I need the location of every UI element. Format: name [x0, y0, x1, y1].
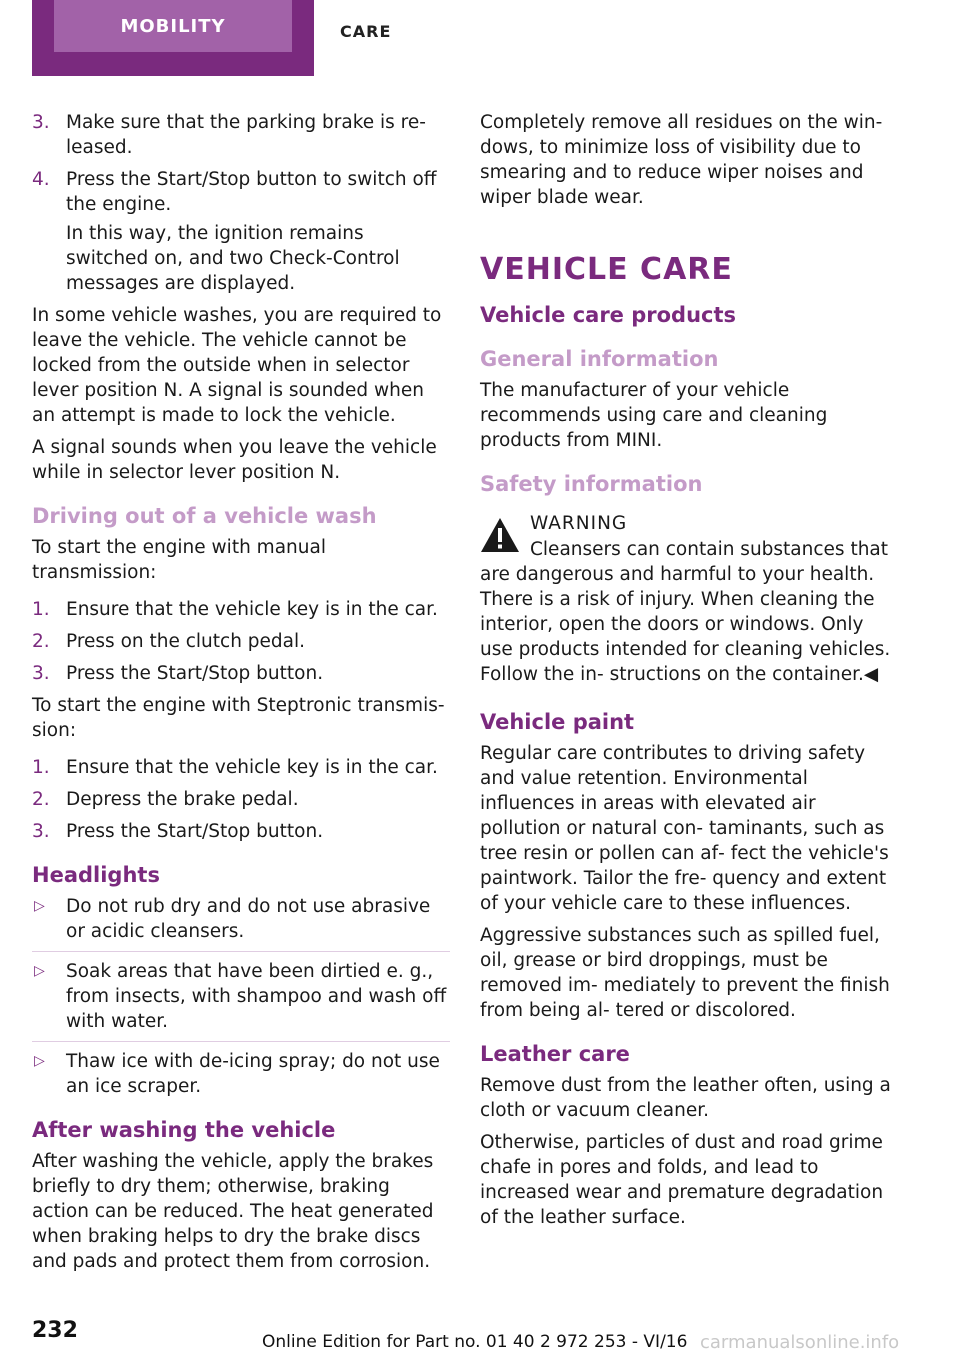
paragraph: In some vehicle washes, you are required to leave the vehicle. The vehicle cannot be locked from the outside when in selector lever position N. A signal is sounded when an attempt is made to lock the vehicle. [32, 305, 442, 426]
heading-after-washing: After washing the vehicle [32, 1118, 336, 1142]
bullet-text: Soak areas that have been dirtied e. g., from insects, with shampoo and wash off with water. [66, 961, 447, 1032]
warning-triangle-icon [480, 517, 520, 553]
step-text: Make sure that the parking brake is re‐ leased. [66, 112, 426, 158]
step-text: Press the Start/Stop button. [66, 821, 324, 842]
paragraph: Otherwise, particles of dust and road grime chafe in pores and folds, and lead to increased wear and premature degradation of the leather surface. [480, 1132, 884, 1228]
page-number: 232 [32, 1318, 78, 1343]
step-number: 3. [32, 821, 50, 842]
step-text: Press the Start/Stop button to switch off the engine. [66, 169, 437, 215]
paragraph: Remove dust from the leather often, using a cloth or vacuum cleaner. [480, 1075, 891, 1121]
step-note: In this way, the ignition remains switched on, and two Check-Control messages are displayed. [66, 223, 400, 294]
heading-leather-care: Leather care [480, 1042, 630, 1066]
warning-text: Cleansers can contain substances that are dangerous and harmful to your health. There is a risk of injury. When cleaning the interior, open the doors or windows. Only use products intended for cleaning vehicles. Follow the in‐ structions on the container.◀ [480, 539, 891, 685]
step-number: 2. [32, 789, 50, 810]
heading-driving-out: Driving out of a vehicle wash [32, 504, 377, 528]
step-number: 3. [32, 663, 50, 684]
list-item [32, 819, 450, 844]
paragraph: To start the engine with manual transmission: [32, 537, 326, 583]
heading-safety-info: Safety information [480, 472, 703, 496]
watermark: carmanualsonline.info [700, 1332, 900, 1353]
section-title-care: CARE [340, 22, 392, 41]
left-column [32, 110, 450, 1281]
step-number: 1. [32, 757, 50, 778]
list-item [32, 629, 450, 654]
step-text: Press the Start/Stop button. [66, 663, 324, 684]
warning-box [480, 511, 900, 536]
paragraph: After washing the vehicle, apply the brakes briefly to dry them; otherwise, braking action can be reduced. The heat generated when braking helps to dry the brake discs and pads and protect them from corrosion. [32, 1151, 434, 1272]
list-item [32, 755, 450, 780]
list-item [32, 959, 450, 1034]
heading-headlights: Headlights [32, 863, 160, 887]
warning-title: WARNING [530, 513, 628, 534]
list-item [32, 661, 450, 686]
list-item [32, 167, 450, 217]
step-text: Ensure that the vehicle key is in the car. [66, 757, 438, 778]
paragraph: A signal sounds when you leave the vehicle while in selector lever position N. [32, 437, 437, 483]
step-text: Press on the clutch pedal. [66, 631, 306, 652]
paragraph: Regular care contributes to driving safety and value retention. Environmental influences in areas with elevated air pollution or natural con‐ taminants, such as tree resin or pollen can af‐ fect the vehicle's paintwork. Tailor the fre‐ quency and extent of your vehicle care to these influences. [480, 743, 889, 914]
heading-vehicle-paint: Vehicle paint [480, 710, 635, 734]
heading-vehicle-care: VEHICLE CARE [480, 252, 733, 287]
list-item [32, 110, 450, 160]
step-text: Ensure that the vehicle key is in the car. [66, 599, 438, 620]
tab-mobility-label: MOBILITY [54, 0, 292, 52]
bullet-text: Thaw ice with de-icing spray; do not use an ice scraper. [66, 1051, 440, 1097]
bullet-text: Do not rub dry and do not use abrasive or acidic cleansers. [66, 896, 431, 942]
paragraph: To start the engine with Steptronic transmis‐ sion: [32, 695, 445, 741]
step-number: 3. [32, 112, 50, 133]
divider [32, 951, 450, 952]
paragraph: Aggressive substances such as spilled fuel, oil, grease or bird droppings, must be removed im‐ mediately to prevent the finish from being al‐ tered or discolored. [480, 925, 890, 1021]
paragraph: The manufacturer of your vehicle recommends using care and cleaning products from MINI. [480, 380, 828, 451]
step-text: Depress the brake pedal. [66, 789, 299, 810]
heading-general-info: General information [480, 347, 719, 371]
triangle-bullet-icon: ▷ [34, 898, 45, 914]
divider [32, 1041, 450, 1042]
list-item [32, 1049, 450, 1099]
right-column [480, 110, 900, 1237]
edition-text: Online Edition for Part no. 01 40 2 972 253 - VI/16 [262, 1332, 688, 1352]
list-item [32, 894, 450, 944]
step-number: 2. [32, 631, 50, 652]
tab-mobility[interactable] [32, 0, 314, 76]
list-item [32, 787, 450, 812]
step-number: 1. [32, 599, 50, 620]
step-number: 4. [32, 169, 50, 190]
triangle-bullet-icon: ▷ [34, 1053, 45, 1069]
paragraph: Completely remove all residues on the win‐ dows, to minimize loss of visibility due to smearing and to reduce wiper noises and wiper blade wear. [480, 112, 883, 208]
heading-care-products: Vehicle care products [480, 303, 737, 327]
triangle-bullet-icon: ▷ [34, 963, 45, 979]
list-item [32, 597, 450, 622]
